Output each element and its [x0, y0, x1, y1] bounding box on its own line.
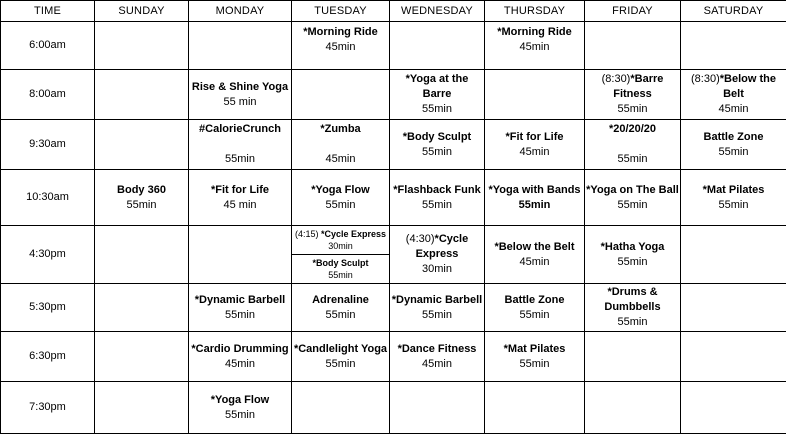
class-cell-tuesday: [292, 284, 390, 332]
class-cell-tuesday: [292, 382, 390, 434]
class-duration: 55min: [585, 255, 680, 270]
class-cell-sunday: [95, 284, 189, 332]
class-cell-friday: [585, 226, 681, 284]
class-entry: [485, 293, 584, 308]
class-duration: 55min: [292, 269, 389, 281]
time-cell: 5:30pm: [1, 284, 95, 332]
class-cell-monday: [189, 22, 292, 70]
class-duration: 45min: [485, 40, 584, 55]
schedule-row: [1, 70, 786, 120]
class-entry: [485, 240, 584, 255]
class-duration: 45 min: [189, 198, 291, 213]
class-entry: [390, 130, 484, 145]
class-entry: [292, 226, 389, 255]
class-cell-wednesday: [390, 22, 485, 70]
class-entry: [292, 255, 389, 283]
class-entry: [585, 72, 680, 102]
class-entry: [189, 342, 291, 357]
class-entry: [189, 80, 291, 95]
class-name: Rise & Shine Yoga: [192, 81, 288, 93]
class-entry: [585, 183, 680, 198]
class-name: *Dynamic Barbell: [392, 294, 482, 306]
spacer: [292, 137, 389, 152]
class-name: *Body Sculpt: [403, 131, 471, 143]
class-name: *Body Sculpt: [292, 257, 389, 269]
class-name: *Yoga with Bands: [488, 184, 580, 196]
schedule-row: [1, 120, 786, 170]
class-name: *Zumba: [320, 123, 360, 135]
class-cell-wednesday: [390, 332, 485, 382]
class-name: *Yoga at the Barre: [406, 73, 469, 100]
class-duration: 55min: [585, 198, 680, 213]
class-name: *Dance Fitness: [398, 343, 477, 355]
class-start-time: (4:15): [295, 229, 319, 239]
header-sunday: SUNDAY: [95, 1, 189, 22]
class-cell-wednesday: [390, 170, 485, 226]
class-duration: 55min: [390, 198, 484, 213]
class-entry: [189, 393, 291, 408]
class-entry: [390, 183, 484, 198]
class-entry: [390, 72, 484, 102]
schedule-row: [1, 284, 786, 332]
class-duration: 45min: [681, 102, 786, 117]
class-cell-friday: [585, 170, 681, 226]
class-name: *Cycle Express: [416, 233, 469, 260]
class-entry: [390, 232, 484, 262]
class-cell-tuesday: [292, 120, 390, 170]
class-duration: 55min: [485, 308, 584, 323]
class-cell-thursday: [485, 70, 585, 120]
class-entry: [485, 342, 584, 357]
class-cell-wednesday: [390, 382, 485, 434]
class-cell-sunday: [95, 120, 189, 170]
schedule-row: [1, 382, 786, 434]
class-name: *Drums & Dumbbells: [604, 286, 660, 313]
class-duration: 45min: [485, 255, 584, 270]
class-cell-wednesday: [390, 120, 485, 170]
class-cell-saturday: [681, 226, 786, 284]
class-cell-monday: [189, 70, 292, 120]
spacer: [585, 137, 680, 152]
class-duration: 45min: [390, 357, 484, 372]
header-monday: MONDAY: [189, 1, 292, 22]
class-entry: [485, 25, 584, 40]
class-name: *Fit for Life: [211, 184, 269, 196]
class-duration: 55min: [292, 198, 389, 213]
class-name: Battle Zone: [505, 294, 565, 306]
class-start-time: (8:30): [691, 73, 720, 85]
class-name: *Yoga Flow: [211, 394, 269, 406]
class-entry: [189, 183, 291, 198]
class-name: *Morning Ride: [497, 26, 572, 38]
class-duration: 55min: [390, 145, 484, 160]
time-cell: 10:30am: [1, 170, 95, 226]
class-cell-friday: [585, 284, 681, 332]
class-cell-monday: [189, 284, 292, 332]
class-duration: 55 min: [189, 95, 291, 110]
schedule-body: [1, 22, 786, 434]
class-duration: 55min: [189, 408, 291, 423]
class-entry: [681, 72, 786, 102]
class-duration: 55min: [485, 357, 584, 372]
time-cell: 8:00am: [1, 70, 95, 120]
class-name: Body 360: [117, 184, 166, 196]
class-cell-saturday: [681, 332, 786, 382]
class-name: *Hatha Yoga: [601, 241, 665, 253]
class-entry: [485, 130, 584, 145]
class-cell-monday: [189, 170, 292, 226]
class-cell-sunday: [95, 226, 189, 284]
header-saturday: SATURDAY: [681, 1, 786, 22]
class-duration: 55min: [585, 152, 680, 167]
header-friday: FRIDAY: [585, 1, 681, 22]
class-cell-wednesday: [390, 284, 485, 332]
class-entry: [585, 122, 680, 137]
header-tuesday: TUESDAY: [292, 1, 390, 22]
class-cell-friday: [585, 70, 681, 120]
class-entry: [292, 25, 389, 40]
class-entry: [189, 293, 291, 308]
class-cell-sunday: [95, 170, 189, 226]
class-name: *Cycle Express: [321, 229, 386, 239]
class-cell-sunday: [95, 332, 189, 382]
class-entry: [390, 293, 484, 308]
schedule-row: [1, 22, 786, 70]
class-start-time: (8:30): [602, 73, 631, 85]
class-cell-friday: [585, 120, 681, 170]
class-cell-monday: [189, 226, 292, 284]
class-cell-tuesday: [292, 22, 390, 70]
class-duration: 55min: [390, 308, 484, 323]
class-duration: 55min: [189, 152, 291, 167]
class-name: *Dynamic Barbell: [195, 294, 285, 306]
class-entry: [292, 342, 389, 357]
schedule-row: [1, 170, 786, 226]
class-name: *Below the Belt: [494, 241, 574, 253]
class-cell-sunday: [95, 22, 189, 70]
class-cell-tuesday: [292, 70, 390, 120]
class-cell-thursday: [485, 120, 585, 170]
class-name: *Mat Pilates: [504, 343, 566, 355]
class-duration: 45min: [292, 40, 389, 55]
class-entry: [585, 240, 680, 255]
class-name: Battle Zone: [704, 131, 764, 143]
class-name: *Cardio Drumming: [191, 343, 288, 355]
class-cell-tuesday: [292, 226, 390, 284]
class-cell-friday: [585, 22, 681, 70]
spacer: [189, 137, 291, 152]
class-duration: 55min: [292, 357, 389, 372]
class-cell-thursday: [485, 332, 585, 382]
class-entry: [292, 183, 389, 198]
time-cell: 6:30pm: [1, 332, 95, 382]
class-cell-sunday: [95, 382, 189, 434]
class-duration: 45min: [292, 152, 389, 167]
time-cell: 6:00am: [1, 22, 95, 70]
class-entry: [189, 122, 291, 137]
class-cell-monday: [189, 120, 292, 170]
class-duration: 55min: [390, 102, 484, 117]
class-duration: 55min: [95, 198, 188, 213]
header-time: TIME: [1, 1, 95, 22]
class-cell-thursday: [485, 170, 585, 226]
header-row: [1, 1, 786, 22]
header-thursday: THURSDAY: [485, 1, 585, 22]
class-name: *Yoga Flow: [311, 184, 369, 196]
header-wednesday: WEDNESDAY: [390, 1, 485, 22]
class-entry: [485, 183, 584, 198]
class-entry: [681, 183, 786, 198]
class-cell-tuesday: [292, 170, 390, 226]
class-duration: 55min: [585, 102, 680, 117]
class-start-time: (4:30): [406, 233, 435, 245]
schedule-row: [1, 332, 786, 382]
class-cell-saturday: [681, 22, 786, 70]
class-duration: 30min: [390, 262, 484, 277]
class-duration: 55min: [485, 198, 584, 213]
class-entry: [292, 122, 389, 137]
class-cell-saturday: [681, 70, 786, 120]
class-cell-thursday: [485, 226, 585, 284]
class-name: *Mat Pilates: [703, 184, 765, 196]
class-duration: 55min: [189, 308, 291, 323]
class-cell-saturday: [681, 170, 786, 226]
class-duration: 45min: [189, 357, 291, 372]
time-cell: 9:30am: [1, 120, 95, 170]
class-cell-monday: [189, 332, 292, 382]
class-cell-friday: [585, 332, 681, 382]
class-name: *20/20/20: [609, 123, 656, 135]
class-duration: 45min: [485, 145, 584, 160]
class-entry: [292, 293, 389, 308]
class-name: *Candlelight Yoga: [294, 343, 387, 355]
class-name: *Barre Fitness: [613, 73, 663, 100]
class-duration: 55min: [681, 145, 786, 160]
time-cell: 4:30pm: [1, 226, 95, 284]
class-name: *Flashback Funk: [393, 184, 480, 196]
class-duration: 55min: [681, 198, 786, 213]
class-cell-tuesday: [292, 332, 390, 382]
class-name: *Below the Belt: [720, 73, 776, 100]
class-name: #CalorieCrunch: [199, 123, 281, 135]
class-cell-saturday: [681, 120, 786, 170]
class-duration: 30min: [328, 241, 353, 251]
class-cell-sunday: [95, 70, 189, 120]
class-duration: 55min: [292, 308, 389, 323]
time-cell: 7:30pm: [1, 382, 95, 434]
class-name: *Fit for Life: [505, 131, 563, 143]
class-name: *Morning Ride: [303, 26, 378, 38]
class-cell-wednesday: [390, 70, 485, 120]
class-cell-friday: [585, 382, 681, 434]
class-cell-saturday: [681, 382, 786, 434]
class-cell-thursday: [485, 284, 585, 332]
class-cell-thursday: [485, 22, 585, 70]
class-cell-saturday: [681, 284, 786, 332]
class-entry: [95, 183, 188, 198]
schedule-row: [1, 226, 786, 284]
class-cell-monday: [189, 382, 292, 434]
class-cell-wednesday: [390, 226, 485, 284]
class-name: Adrenaline: [312, 294, 369, 306]
class-duration: 55min: [585, 315, 680, 330]
class-entry: [585, 285, 680, 315]
class-cell-thursday: [485, 382, 585, 434]
class-entry: [390, 342, 484, 357]
class-name: *Yoga on The Ball: [586, 184, 679, 196]
class-entry: [681, 130, 786, 145]
